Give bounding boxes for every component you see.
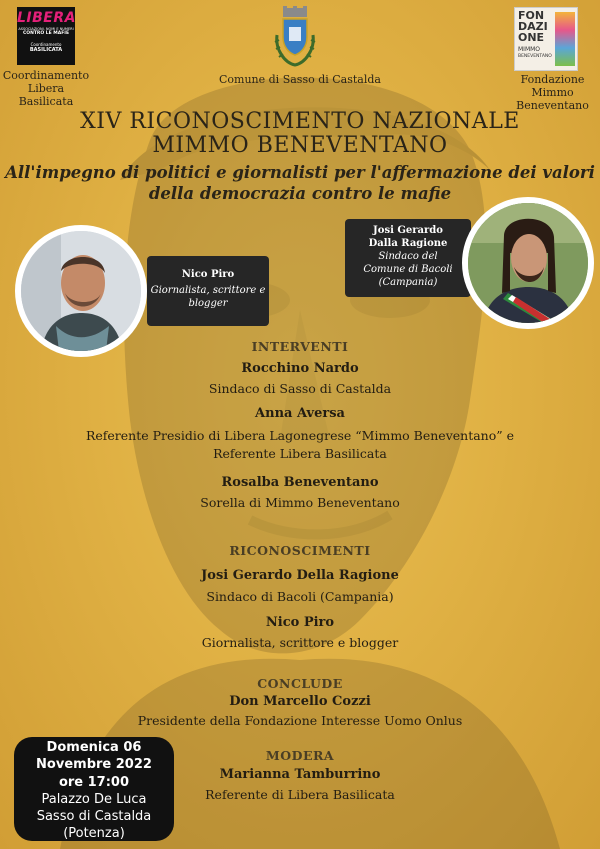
- event-date-line1: Domenica 06: [46, 740, 142, 755]
- title-line2: MIMMO BENEVENTANO: [152, 133, 448, 158]
- libera-logo-tagline: ASSOCIAZIONI, NOMI E NUMERI: [18, 27, 74, 31]
- guest-right-name-line2: Dalla Ragione: [368, 238, 448, 249]
- subtitle-line1: All'impegno di politici e giornalisti per l'affermazione dei valori: [5, 163, 595, 182]
- awardee-name: Nico Piro: [265, 615, 335, 630]
- guest-photo-josi-gerardo: [462, 197, 594, 329]
- libera-logo: [17, 7, 75, 65]
- conclude-name: Don Marcello Cozzi: [229, 694, 371, 709]
- event-date-line2: Novembre 2022: [36, 757, 152, 772]
- guest-portrait-right: [468, 203, 588, 323]
- fondazione-logo-line4: MIMMO: [518, 46, 541, 53]
- speaker-name: Rocchino Nardo: [241, 361, 359, 376]
- right-org-caption-line2: Mimmo Beneventano: [516, 86, 589, 112]
- subtitle-line2: della democrazia contro le mafie: [148, 184, 452, 203]
- left-org-caption: [0, 69, 92, 108]
- speaker-name: Rosalba Beneventano: [221, 475, 379, 490]
- guest-right-name-line1: Josi Gerardo: [373, 225, 443, 236]
- awardee-role: Giornalista, scrittore e blogger: [201, 635, 399, 650]
- fondazione-logo: [514, 7, 578, 71]
- event-place-line1: Palazzo De Luca: [41, 792, 147, 807]
- guest-card-right: [345, 219, 471, 297]
- libera-logo-tagline-2: CONTRO LE MAFIE: [22, 31, 70, 36]
- right-org-caption-line1: Fondazione: [520, 73, 585, 86]
- event-place-line2: Sasso di Castalda: [36, 809, 152, 824]
- title-line1: XIV RICONOSCIMENTO NAZIONALE: [80, 109, 520, 134]
- page-title: [0, 110, 600, 158]
- fondazione-logo-line2: DAZI: [518, 20, 548, 33]
- event-place-line3: (Potenza): [63, 826, 125, 841]
- guest-left-role-line1: Giornalista, scrittore e: [150, 285, 266, 296]
- guest-right-role-line1: Sindaco del: [378, 251, 438, 262]
- coat-of-arms-icon: [271, 5, 319, 67]
- guest-card-left: [147, 256, 269, 326]
- fondazione-logo-graphic: [555, 12, 575, 66]
- guest-left-name: Nico Piro: [181, 269, 235, 280]
- awardee-name: Josi Gerardo Della Ragione: [201, 568, 399, 583]
- left-org-caption-line2: Libera Basilicata: [18, 82, 74, 108]
- fondazione-logo-line1: FON: [518, 9, 545, 22]
- guest-left-role-line2: blogger: [188, 298, 228, 309]
- moderator-name: Marianna Tamburrino: [219, 767, 381, 782]
- section-conclude-heading: CONCLUDE: [257, 676, 343, 691]
- conclude-role: Presidente della Fondazione Interesse Uomo Onlus: [137, 713, 463, 728]
- speaker-role: Sindaco di Sasso di Castalda: [208, 381, 392, 396]
- event-info-box: [14, 737, 174, 841]
- guest-right-role-line3: (Campania): [378, 277, 438, 288]
- speaker-name: Anna Aversa: [255, 406, 345, 421]
- guest-photo-nico-piro: [15, 225, 147, 357]
- awardee-role: Sindaco di Bacoli (Campania): [206, 589, 394, 604]
- section-modera-heading: MODERA: [265, 748, 335, 763]
- libera-logo-name: LIBERA: [17, 10, 76, 26]
- moderator-role: Referente di Libera Basilicata: [205, 787, 395, 802]
- right-org-caption: [505, 73, 600, 112]
- guest-right-role-line2: Comune di Bacoli: [363, 264, 453, 275]
- page-subtitle: [0, 162, 600, 204]
- speaker-role: Referente Libera Basilicata: [213, 446, 387, 461]
- left-org-caption-line1: Coordinamento: [2, 69, 90, 82]
- libera-logo-sub: Coordinamento: [30, 42, 62, 47]
- speaker-role: Referente Presidio di Libera Lagonegrese “Mimmo Beneventano” e: [85, 428, 515, 443]
- section-riconoscimenti-heading: RICONOSCIMENTI: [229, 543, 371, 558]
- fondazione-logo-line3: ONE: [518, 31, 545, 44]
- guest-portrait-left: [21, 231, 141, 351]
- fondazione-logo-line5: BENEVENTANO: [518, 54, 552, 59]
- center-org-caption: Comune di Sasso di Castalda: [219, 73, 381, 86]
- libera-logo-sub-2: BASILICATA: [29, 47, 63, 53]
- event-time: ore 17:00: [58, 775, 130, 790]
- section-interventi-heading: INTERVENTI: [251, 339, 349, 354]
- speaker-role: Sorella di Mimmo Beneventano: [200, 495, 400, 510]
